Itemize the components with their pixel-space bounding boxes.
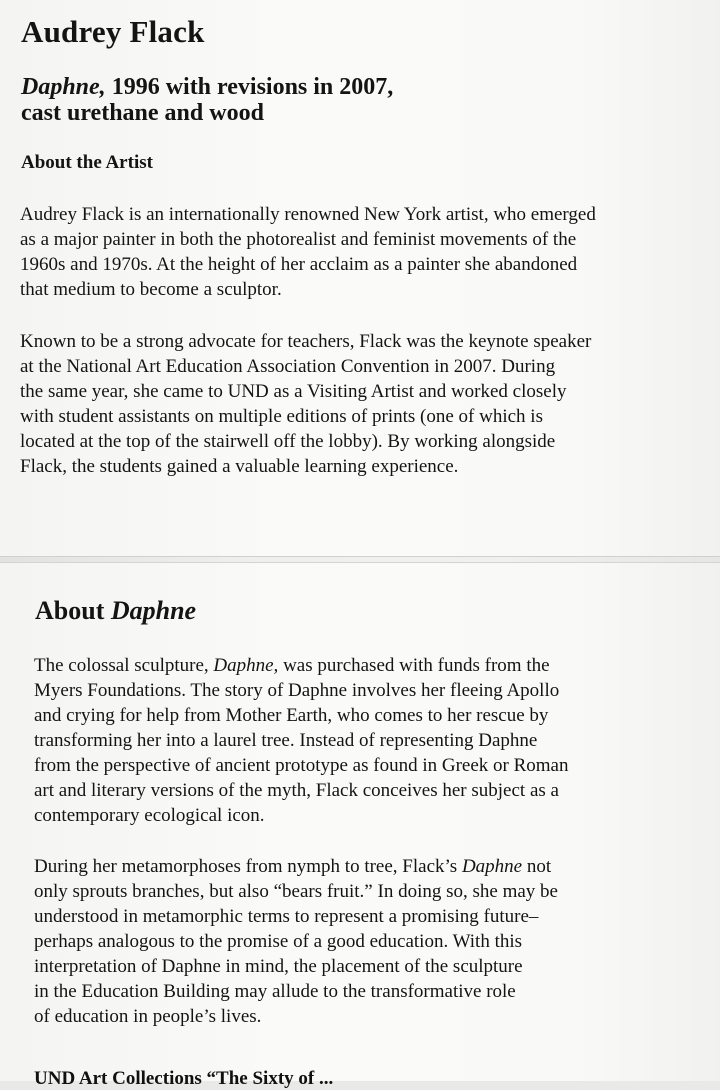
text-line: at the National Art Education Association Convention in 2007. During bbox=[20, 356, 556, 377]
text-line: Myers Foundations. The story of Daphne involves her fleeing Apollo bbox=[34, 680, 560, 701]
text-line: contemporary ecological icon. bbox=[34, 805, 265, 826]
text-line: that medium to become a sculptor. bbox=[20, 279, 282, 300]
cut-off-credit-line: UND Art Collections “The Sixty of ... bbox=[34, 1068, 334, 1089]
about-daphne-heading bbox=[35, 596, 196, 626]
text-line bbox=[34, 854, 714, 879]
text-line: perhaps analogous to the promise of a good education. With this bbox=[34, 931, 523, 952]
text-segment: was purchased with funds from the bbox=[278, 655, 550, 676]
heading-prefix: About bbox=[35, 596, 111, 625]
text-line: Known to be a strong advocate for teachers, Flack was the keynote speaker bbox=[20, 331, 592, 352]
artwork-date: 1996 with revisions in 2007, bbox=[105, 74, 394, 100]
text-line: located at the top of the stairwell off the lobby). By working alongside bbox=[20, 431, 556, 452]
text-line: interpretation of Daphne in mind, the placement of the sculpture bbox=[34, 956, 523, 977]
artist-paragraph-2 bbox=[20, 329, 720, 479]
text-line: as a major painter in both the photorealist and feminist movements of the bbox=[20, 229, 577, 250]
text-line: with student assistants on multiple editions of prints (one of which is bbox=[20, 406, 543, 427]
text-line: understood in metamorphic terms to represent a promising future– bbox=[34, 906, 539, 927]
artwork-title bbox=[21, 74, 393, 126]
about-artist-heading: About the Artist bbox=[21, 152, 153, 173]
text-line: of education in people’s lives. bbox=[34, 1006, 262, 1027]
italic-segment: Daphne, bbox=[213, 655, 279, 676]
artist-paragraph-1 bbox=[20, 202, 720, 302]
text-line: transforming her into a laurel tree. Instead of representing Daphne bbox=[34, 730, 538, 751]
text-line: Flack, the students gained a valuable learning experience. bbox=[20, 456, 459, 477]
artwork-medium: cast urethane and wood bbox=[21, 100, 264, 126]
text-segment: The colossal sculpture, bbox=[34, 655, 214, 676]
text-line: only sprouts branches, but also “bears fruit.” In doing so, she may be bbox=[34, 881, 558, 902]
artwork-title-italic: Daphne, bbox=[21, 74, 106, 100]
artist-name-heading: Audrey Flack bbox=[21, 14, 205, 49]
daphne-paragraph-1 bbox=[34, 653, 714, 828]
text-segment: not bbox=[522, 856, 552, 877]
text-line: the same year, she came to UND as a Visiting Artist and worked closely bbox=[20, 381, 567, 402]
text-segment: During her metamorphoses from nymph to tree, Flack’s bbox=[34, 856, 462, 877]
text-line: and crying for help from Mother Earth, who comes to her rescue by bbox=[34, 705, 549, 726]
text-line bbox=[34, 653, 714, 678]
text-line: art and literary versions of the myth, Flack conceives her subject as a bbox=[34, 780, 559, 801]
italic-segment: Daphne bbox=[461, 856, 523, 877]
text-line: Audrey Flack is an internationally renowned New York artist, who emerged bbox=[20, 204, 596, 225]
daphne-paragraph-2 bbox=[34, 854, 714, 1029]
text-line: 1960s and 1970s. At the height of her acclaim as a painter she abandoned bbox=[20, 254, 578, 275]
heading-italic: Daphne bbox=[110, 596, 197, 625]
text-line: in the Education Building may allude to the transformative role bbox=[34, 981, 516, 1002]
text-line: from the perspective of ancient prototype as found in Greek or Roman bbox=[34, 755, 569, 776]
